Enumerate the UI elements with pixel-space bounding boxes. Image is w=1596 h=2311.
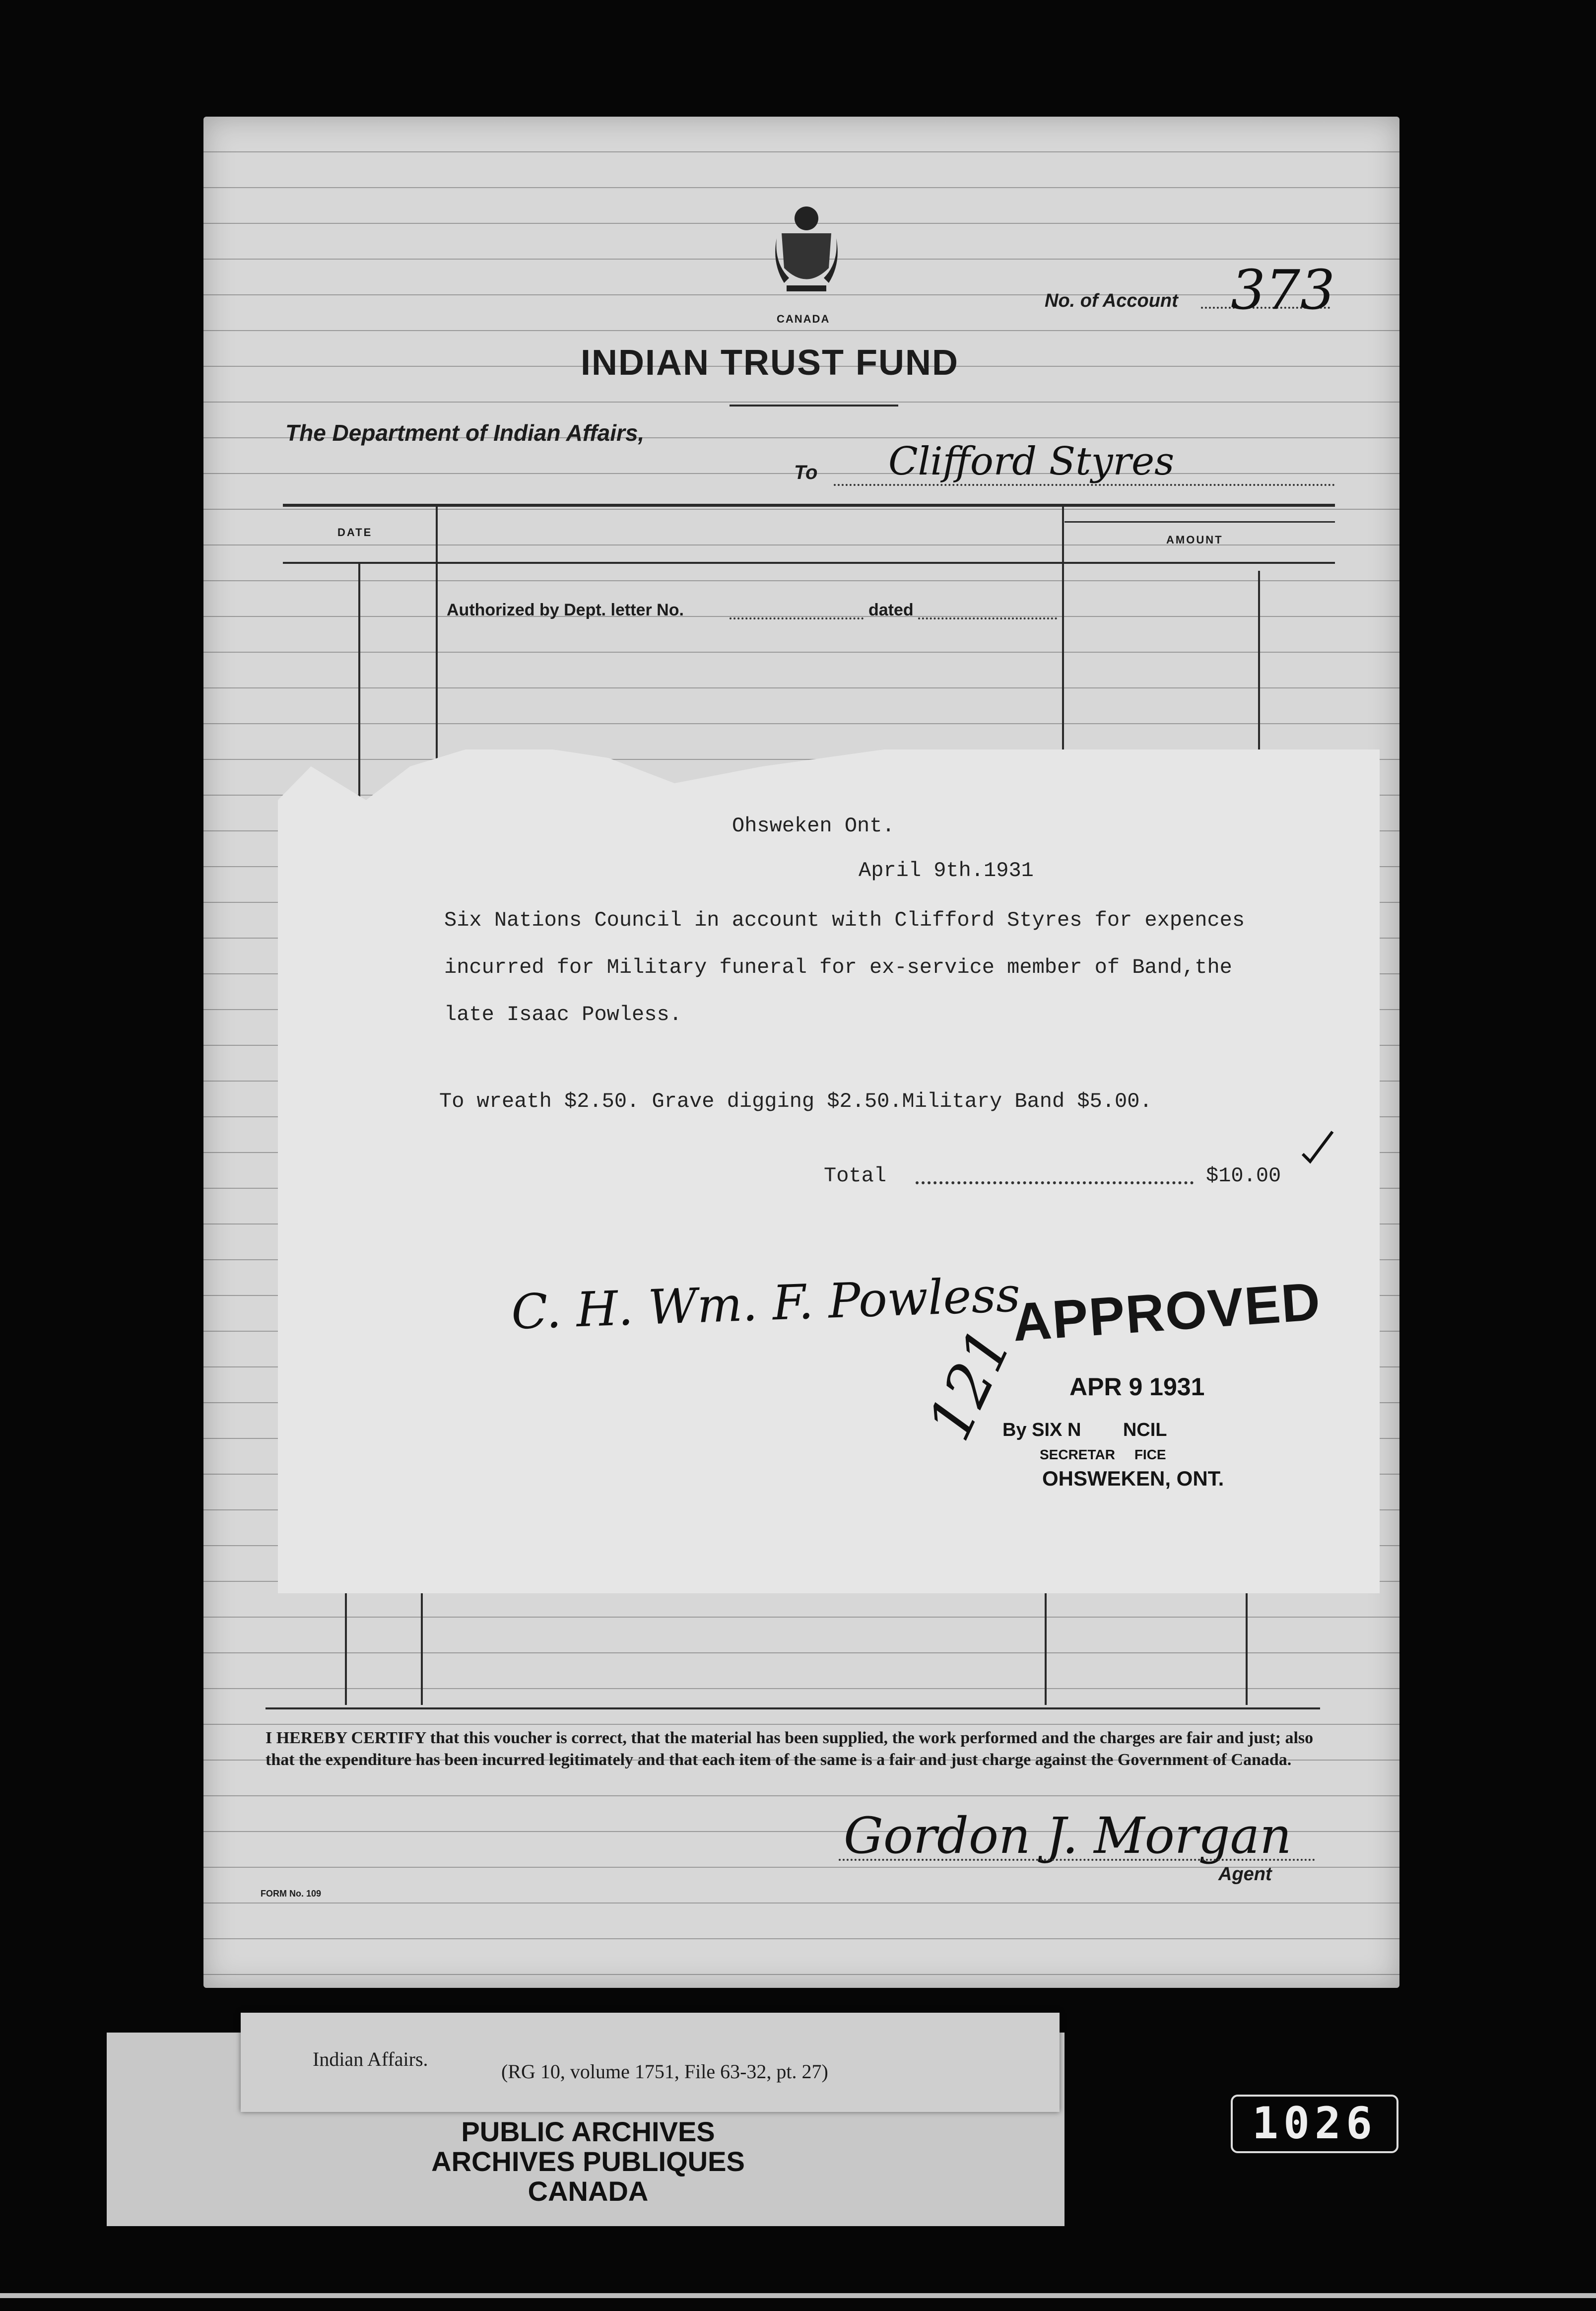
stamp-office: SECRETAR FICE [1040,1447,1166,1462]
film-edge [0,2293,1596,2298]
column-header-amount: AMOUNT [1166,534,1223,546]
agent-signature: Gordon J. Morgan [844,1807,1292,1865]
form-title: INDIAN TRUST FUND [581,343,959,383]
slip-total-label: Total [824,1164,887,1188]
slip-date: April 9th.1931 [859,859,1034,883]
amount-column-divider [1062,506,1064,769]
cents-column-divider [1258,571,1260,769]
amount-header-rule [1064,521,1335,523]
slip-body-line-3: late Isaac Powless. [444,1003,682,1026]
table-bottom-rule [266,1707,1320,1709]
archives-line-3: CANADA [528,2175,649,2207]
slip-signature: C. H. Wm. F. Powless [510,1267,1021,1340]
coat-of-arms-icon [774,204,839,298]
dated-label: dated [868,601,914,619]
reference-detail: (RG 10, volume 1751, File 63-32, pt. 27) [501,2060,828,2083]
stamp-location: OHSWEKEN, ONT. [1042,1467,1224,1490]
crest-label: CANADA [777,313,830,325]
archives-line-2: ARCHIVES PUBLIQUES [431,2146,745,2177]
stamp-date: APR 9 1931 [1069,1373,1205,1401]
margin-note: 121 [915,1318,1025,1451]
frame-number: 1026 [1231,2095,1398,2153]
account-label: No. of Account [1045,290,1178,311]
slip-total-value: $10.00 [1206,1164,1281,1188]
slip-place: Ohsweken Ont. [732,814,895,838]
lower-date-divider [345,1593,347,1705]
authorized-label: Authorized by Dept. letter No. [447,601,684,619]
archives-line-1: PUBLIC ARCHIVES [461,2116,715,2147]
payee-underline [834,484,1335,486]
stamp-by: By SIX N NCIL [1002,1420,1167,1440]
date-subcolumn-divider [358,562,360,810]
dated-underline [918,617,1057,619]
form-number: FORM No. 109 [261,1889,322,1899]
table-top-rule [283,504,1335,507]
check-mark-icon [1298,1127,1337,1166]
letter-number-underline [730,617,864,619]
agent-signature-line [839,1859,1315,1861]
lower-amount-divider [1045,1593,1047,1705]
approved-stamp: APPROVED [1010,1271,1323,1353]
reference-source: Indian Affairs. [313,2048,428,2070]
payee-name: Clifford Styres [888,439,1175,484]
slip-body-line-1: Six Nations Council in account with Clifford Styres for expences [444,908,1245,932]
slip-body-line-2: incurred for Military funeral for ex-service member of Band,the [444,955,1232,979]
lower-cents-divider [1246,1593,1248,1705]
account-number: 373 [1231,258,1335,322]
certification-text: I HEREBY CERTIFY that this voucher is correct, that the material has been supplied, the work performed and the charges are fair and just; also that the expenditure has been incurred legitimately and that each item of the same is a fair and just charge against the Government of Canada. [266,1729,1314,1769]
slip-total-leader [916,1181,1194,1184]
department-name: The Department of Indian Affairs, [285,420,645,446]
agent-label: Agent [1218,1864,1272,1885]
title-rule [730,405,898,407]
slip-items: To wreath $2.50. Grave digging $2.50.Military Band $5.00. [439,1089,1152,1113]
table-header-rule [283,562,1335,564]
lower-desc-divider [421,1593,423,1705]
column-header-date: DATE [337,526,373,539]
to-label: To [794,462,818,483]
